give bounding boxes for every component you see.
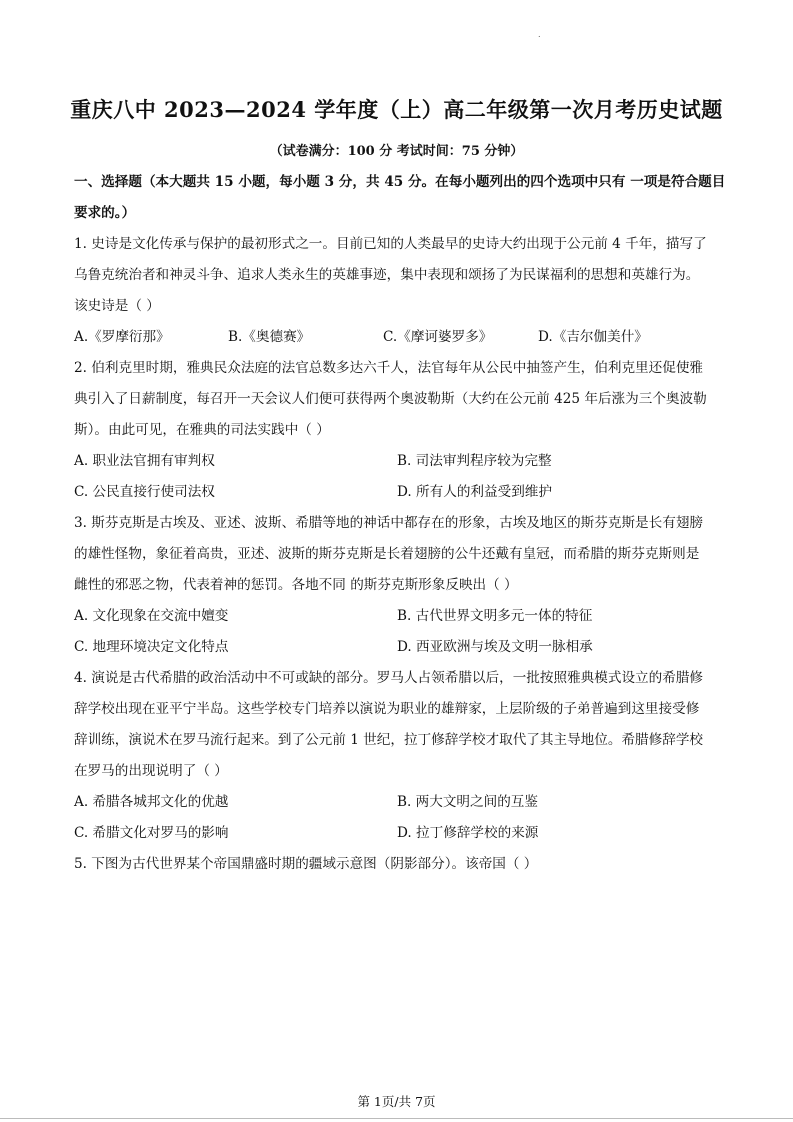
q1-stem-line-3: 该史诗是（ ） <box>74 298 160 314</box>
q4-stem-line-1: 4. 演说是古代希腊的政治活动中不可或缺的部分。罗马人占领希腊以后，一批按照雅典模式设立的希腊修 <box>74 670 704 686</box>
page-title: 重庆八中 2023—2024 学年度（上）高二年级第一次月考历史试题 <box>70 97 723 122</box>
q2-stem-line-3: 斯）。由此可见，在雅典的司法实践中（ ） <box>74 422 330 438</box>
q3-stem-line-3: 雌性的邪恶之物，代表着神的惩罚。各地不同 的斯芬克斯形象反映出（ ） <box>74 577 518 593</box>
q4-stem-line-3: 辞训练，演说术在罗马流行起来。到了公元前 1 世纪，拉丁修辞学校才取代了其主导地位。希腊修辞学校 <box>74 732 704 748</box>
q3-option-b: B. 古代世界文明多元一体的特征 <box>397 608 593 624</box>
q4-stem-line-2: 辞学校出现在亚平宁半岛。这些学校专门培养以演说为职业的雄辩家，上层阶级的子弟普遍到这里接受修 <box>74 701 700 717</box>
q4-stem-line-4: 在罗马的出现说明了（ ） <box>74 763 228 779</box>
q1-option-c: C.《摩诃婆罗多》 <box>383 329 493 345</box>
q1-stem-line-2: 乌鲁克统治者和神灵斗争、追求人类永生的英雄事迹，集中表现和颂扬了为民谋福利的思想和英雄行为。 <box>74 267 700 283</box>
q3-option-c: C. 地理环境决定文化特点 <box>74 639 229 655</box>
section-heading-line-2: 要求的。） <box>74 205 136 221</box>
q2-option-a: A. 职业法官拥有审判权 <box>74 453 215 469</box>
q3-stem-line-2: 的雄性怪物，象征着高贵，亚述、波斯的斯芬克斯是长着翅膀的公牛还戴有皇冠，而希腊的斯芬克斯则是 <box>74 546 700 562</box>
q2-stem-line-2: 典引入了日薪制度，每召开一天会议人们便可获得两个奥波勒斯（大约在公元前 425 年后涨为三个奥波勒 <box>74 391 707 407</box>
q4-option-a: A. 希腊各城邦文化的优越 <box>74 794 229 810</box>
page-number: 第 1页/共 7页 <box>357 1094 436 1109</box>
q2-option-d: D. 所有人的利益受到维护 <box>397 484 552 500</box>
q1-option-a: A.《罗摩衍那》 <box>74 329 170 345</box>
q3-stem-line-1: 3. 斯芬克斯是古埃及、亚述、波斯、希腊等地的神话中都存在的形象，古埃及地区的斯芬克斯是长有翅膀 <box>74 515 704 531</box>
section-heading-line-1: 一、选择题（本大题共 15 小题，每小题 3 分，共 45 分。在每小题列出的四个选项中只有 一项是符合题目 <box>74 174 726 190</box>
q1-option-b: B.《奥德赛》 <box>228 329 311 345</box>
exam-info: （试卷满分：100 分 考试时间：75 分钟） <box>269 144 524 159</box>
q3-option-a: A. 文化现象在交流中嬗变 <box>74 608 229 624</box>
q4-option-d: D. 拉丁修辞学校的来源 <box>397 825 539 841</box>
q2-option-b: B. 司法审判程序较为完整 <box>397 453 552 469</box>
q1-stem-line-1: 1. 史诗是文化传承与保护的最初形式之一。目前已知的人类最早的史诗大约出现于公元前 4 千年，描写了 <box>74 236 707 252</box>
q4-option-b: B. 两大文明之间的互鉴 <box>397 794 538 810</box>
q3-option-d: D. 西亚欧洲与埃及文明一脉相承 <box>397 639 593 655</box>
q4-option-c: C. 希腊文化对罗马的影响 <box>74 825 229 841</box>
q2-stem-line-1: 2. 伯利克里时期，雅典民众法庭的法官总数多达六千人，法官每年从公民中抽签产生，伯利克里还促使雅 <box>74 360 704 376</box>
q2-option-c: C. 公民直接行使司法权 <box>74 484 215 500</box>
scan-mark: . <box>538 30 541 39</box>
page-bottom-rule <box>0 1118 793 1119</box>
q5-stem-line-1: 5. 下图为古代世界某个帝国鼎盛时期的疆域示意图（阴影部分）。该帝国（ ） <box>74 856 538 872</box>
q1-option-d: D.《吉尔伽美什》 <box>538 329 648 345</box>
